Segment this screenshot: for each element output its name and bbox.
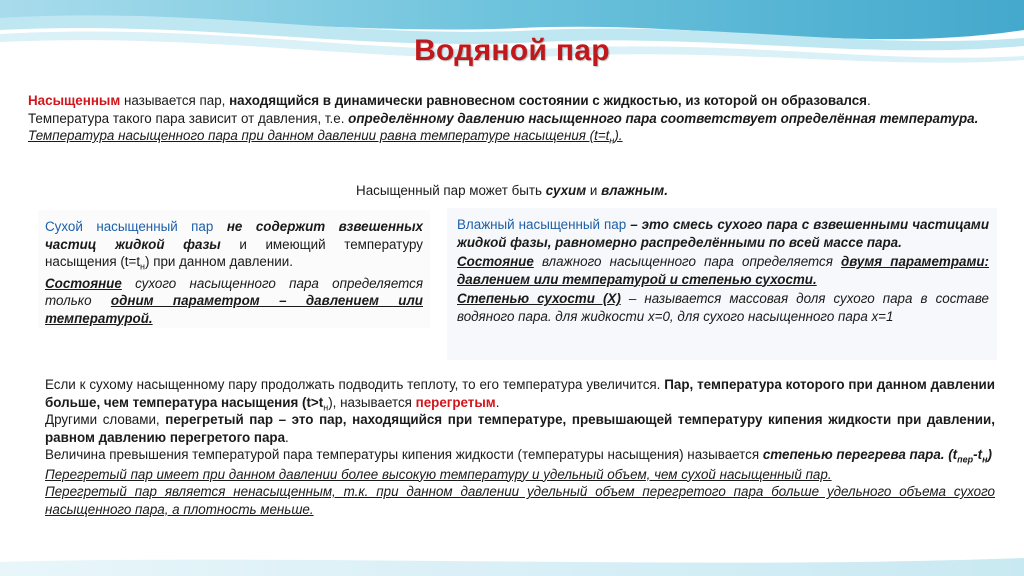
text: не содержит взвешенных частиц жидкой фазы [45, 219, 424, 252]
text: . [285, 429, 289, 445]
dry-steam-state [45, 275, 423, 328]
text: – это смесь сухого пара с взвешенными частицами жидкой фазы, равномерно распределёнными по всей массе пара. [457, 217, 990, 250]
text: сухим [545, 183, 587, 198]
text: перегретый пар – это пар, находящийся при температуре, превышающей температуру кипения жидкости при давлении, равном давлению перегретого пара [45, 412, 995, 445]
text: влажным. [601, 183, 668, 198]
text: определяется [733, 254, 842, 269]
subscript: н [323, 402, 329, 413]
text: ) [987, 447, 992, 462]
wet-steam-column [457, 216, 989, 325]
text: называется пар, [120, 93, 230, 108]
term-superheated: перегретым [415, 394, 496, 410]
text: Пар, температура которого при данном давлении больше, чем температура насыщения (t>t [45, 377, 995, 410]
text: одним параметром – давлением или температурой. [45, 293, 423, 326]
intro-line-3 [28, 127, 994, 145]
text: ) при данном давлении. [145, 254, 293, 269]
term-wet-saturated-steam: Влажный насыщенный пар [457, 217, 627, 232]
text: сухого насыщенного пара [121, 275, 319, 291]
subscript: пер [957, 454, 974, 465]
dry-steam-definition [45, 218, 423, 271]
intro-line-1 [28, 92, 994, 110]
dryness-degree [457, 290, 989, 325]
text: Другими словами, [45, 412, 166, 427]
superheated-property: Перегретый пар имеет при данном давлении более высокую температуру и удельный объем, чем сухой насыщенный пар. [45, 466, 832, 482]
text: Температура такого пара зависит от давления, т.е. [28, 110, 349, 126]
text: и имеющий температуру насыщения (t=t [45, 236, 423, 269]
text: влажного насыщенного пара [533, 254, 734, 269]
intro-line-2 [28, 110, 994, 128]
text: находящийся в динамически равновесном состоянии с жидкостью, из которой он образовался [229, 93, 867, 108]
saturated-types-line [0, 183, 1024, 198]
footer-decoration [0, 550, 1024, 576]
text: Температура насыщенного пара при данном давлении равна температуре насыщения (t=t [28, 128, 610, 143]
subscript: н [140, 261, 146, 272]
text: -t [973, 447, 983, 462]
superheated-unsaturated: Перегретый пар является ненасыщенным, т.к. при данном давлении удельный объем перегретого пара больше удельного объема сухого насыщенного пара, а плотность меньше. [45, 484, 995, 517]
text: Степенью сухости (X) [457, 291, 621, 306]
dry-steam-column [45, 218, 423, 327]
page-title: Водяной пар [414, 34, 610, 67]
text: ), называется [328, 394, 416, 410]
subscript: н [609, 135, 615, 146]
term-dry-saturated-steam: Сухой насыщенный пар [45, 219, 214, 234]
subscript: н [982, 454, 988, 465]
wet-steam-definition [457, 216, 989, 251]
text: определяется только [45, 275, 423, 308]
superheated-definition [45, 411, 995, 446]
text: Состояние [457, 254, 534, 269]
text: и [586, 183, 602, 198]
superheat-degree [45, 446, 995, 464]
term-saturated: Насыщенным [28, 93, 121, 108]
text: – называется массовая доля сухого пара в составе водяного пара. для жидкости x=0, для сухого насыщенного пара x=1 [457, 291, 989, 324]
text: Величина превышения температурой пара температуры кипения жидкости (температуры насыщения) называется [45, 447, 763, 462]
wet-steam-state [457, 253, 989, 288]
text: Насыщенный пар может быть [356, 183, 546, 198]
superheated-section [45, 376, 995, 518]
text: . [495, 394, 500, 410]
superheated-intro [45, 376, 995, 411]
text: . [867, 93, 871, 108]
intro-paragraph [28, 92, 994, 145]
text: степенью перегрева пара. (t [762, 447, 958, 462]
text: Состояние [45, 275, 122, 291]
text: двумя параметрами: давлением или температурой и степенью сухости. [457, 254, 989, 287]
text: Если к сухому насыщенному пару продолжать подводить теплоту, то его температура увеличится. [45, 377, 665, 392]
text: определённому давлению насыщенного пара соответствует определённая температура. [348, 110, 979, 126]
text: ). [614, 128, 623, 143]
